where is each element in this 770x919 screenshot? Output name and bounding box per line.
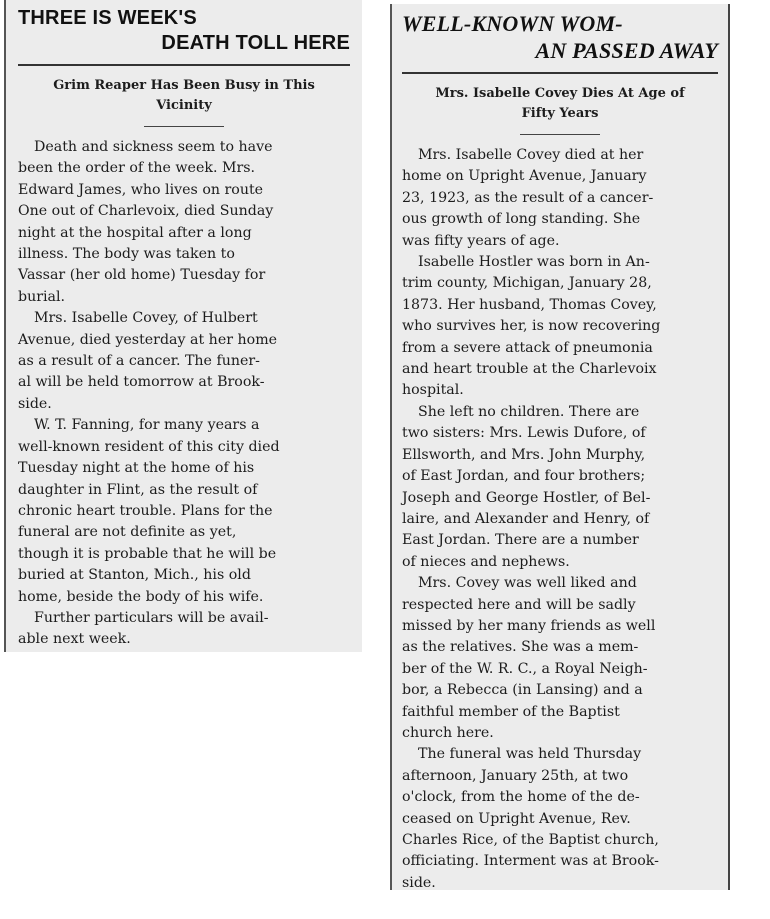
right-paragraph-line: Charles Rice, of the Baptist church,	[402, 832, 659, 848]
left-paragraph-line: night at the hospital after a long	[18, 224, 252, 241]
left-paragraph-line: burial.	[18, 288, 66, 305]
right-paragraph-line: two sisters: Mrs. Lewis Dufore, of	[402, 425, 646, 442]
right-paragraph-line: o'clock, from the home of the de-	[402, 789, 640, 806]
left-headline	[18, 6, 350, 56]
right-headline-line-2: AN PASSED AWAY	[535, 38, 718, 63]
right-subhead-rule	[520, 134, 600, 135]
right-paragraph-line: hospital.	[402, 382, 464, 399]
right-paragraph	[402, 573, 718, 744]
right-paragraph-line: who survives her, is now recovering	[402, 318, 661, 335]
left-paragraph-line: well-known resident of this city died	[18, 438, 280, 455]
left-paragraph-line: as a result of a cancer. The funer-	[18, 353, 260, 370]
right-paragraph-line: Joseph and George Hostler, of Bel-	[402, 489, 651, 506]
left-paragraph-line: chronic heart trouble. Plans for the	[18, 502, 273, 519]
left-paragraph-line: One out of Charlevoix, died Sunday	[18, 203, 274, 220]
right-paragraph-line: ous growth of long standing. She	[402, 211, 641, 228]
right-paragraph-line: side.	[402, 874, 436, 890]
left-paragraph-line: Edward James, who lives on route	[18, 181, 264, 198]
left-subhead-line-2: Vicinity	[156, 98, 212, 113]
right-paragraph	[402, 744, 718, 890]
right-paragraph-line: faithful member of the Baptist	[402, 703, 620, 720]
right-paragraph	[402, 402, 718, 573]
right-paragraph-line: trim county, Michigan, January 28,	[402, 275, 652, 292]
right-paragraph-line: and heart trouble at the Charlevoix	[402, 361, 657, 378]
right-headline-rule	[402, 72, 718, 74]
right-paragraph-line: Mrs. Isabelle Covey died at her	[418, 147, 644, 163]
left-paragraph-line: home, beside the body of his wife.	[18, 588, 264, 605]
right-paragraph-line: Ellsworth, and Mrs. John Murphy,	[402, 446, 646, 463]
left-paragraph	[18, 308, 350, 415]
right-subhead-line-2: Fifty Years	[521, 106, 599, 121]
right-paragraph-line: afternoon, January 25th, at two	[402, 767, 629, 784]
right-paragraph-line: church here.	[402, 724, 494, 741]
right-paragraph-line: as the relatives. She was a mem-	[402, 639, 639, 656]
left-paragraph-line: side.	[18, 395, 52, 412]
left-paragraph-line: Vassar (her old home) Tuesday for	[18, 267, 266, 284]
right-paragraph-line: 1873. Her husband, Thomas Covey,	[402, 296, 657, 313]
left-paragraph-line: Mrs. Isabelle Covey, of Hulbert	[34, 310, 258, 327]
left-paragraph	[18, 137, 350, 308]
left-paragraph-line: able next week.	[18, 631, 131, 648]
left-article-body	[18, 137, 350, 651]
left-paragraph-line: Death and sickness seem to have	[34, 139, 273, 155]
left-headline-line-1: THREE IS WEEK'S	[18, 7, 197, 29]
right-paragraph-line: was fifty years of age.	[402, 232, 560, 249]
right-paragraph-line: Mrs. Covey was well liked and	[418, 575, 637, 592]
left-paragraph-line: been the order of the week. Mrs.	[18, 160, 256, 177]
left-headline-rule	[18, 64, 350, 66]
right-paragraph-line: home on Upright Avenue, January	[402, 168, 647, 185]
left-subhead	[18, 76, 350, 116]
right-paragraph-line: laire, and Alexander and Henry, of	[402, 510, 650, 527]
left-paragraph-line: al will be held tomorrow at Brook-	[18, 374, 265, 391]
right-paragraph	[402, 145, 718, 252]
right-subhead	[402, 84, 718, 124]
left-article-clipping	[4, 0, 362, 652]
right-paragraph-line: ber of the W. R. C., a Royal Neigh-	[402, 660, 648, 677]
right-paragraph-line: officiating. Interment was at Brook-	[402, 853, 659, 870]
right-paragraph	[402, 252, 718, 402]
left-paragraph-line: daughter in Flint, as the result of	[18, 481, 258, 498]
right-article-clipping	[390, 4, 730, 890]
right-headline	[402, 10, 718, 64]
left-paragraph-line: funeral are not definite as yet,	[18, 524, 237, 541]
right-subhead-line-1: Mrs. Isabelle Covey Dies At Age of	[435, 86, 685, 101]
right-paragraph-line: from a severe attack of pneumonia	[402, 339, 653, 356]
right-paragraph-line: The funeral was held Thursday	[418, 746, 642, 763]
right-headline-line-1: WELL-KNOWN WOM-	[402, 11, 623, 36]
left-paragraph-line: Avenue, died yesterday at her home	[18, 331, 278, 348]
right-paragraph-line: missed by her many friends as well	[402, 617, 656, 634]
left-paragraph-line: Tuesday night at the home of his	[18, 460, 255, 477]
right-paragraph-line: Isabelle Hostler was born in An-	[418, 254, 650, 271]
left-paragraph-line: illness. The body was taken to	[18, 246, 235, 263]
right-paragraph-line: 23, 1923, as the result of a cancer-	[402, 189, 654, 206]
left-subhead-rule	[144, 126, 224, 127]
right-paragraph-line: of nieces and nephews.	[402, 553, 570, 570]
left-subhead-line-1: Grim Reaper Has Been Busy in This	[53, 78, 315, 93]
left-paragraph-line: W. T. Fanning, for many years a	[34, 417, 260, 434]
right-paragraph-line: respected here and will be sadly	[402, 596, 636, 613]
left-headline-line-2: DEATH TOLL HERE	[161, 32, 350, 54]
right-paragraph-line: She left no children. There are	[418, 403, 640, 420]
right-paragraph-line: of East Jordan, and four brothers;	[402, 468, 646, 485]
left-paragraph-line: though it is probable that he will be	[18, 545, 277, 562]
left-paragraph-line: Further particulars will be avail-	[34, 609, 269, 626]
left-paragraph-line: buried at Stanton, Mich., his old	[18, 567, 251, 584]
right-paragraph-line: East Jordan. There are a number	[402, 532, 639, 549]
right-article-body	[402, 145, 718, 890]
left-paragraph	[18, 608, 350, 651]
left-paragraph	[18, 415, 350, 608]
right-paragraph-line: bor, a Rebecca (in Lansing) and a	[402, 682, 643, 699]
right-paragraph-line: ceased on Upright Avenue, Rev.	[402, 810, 631, 827]
